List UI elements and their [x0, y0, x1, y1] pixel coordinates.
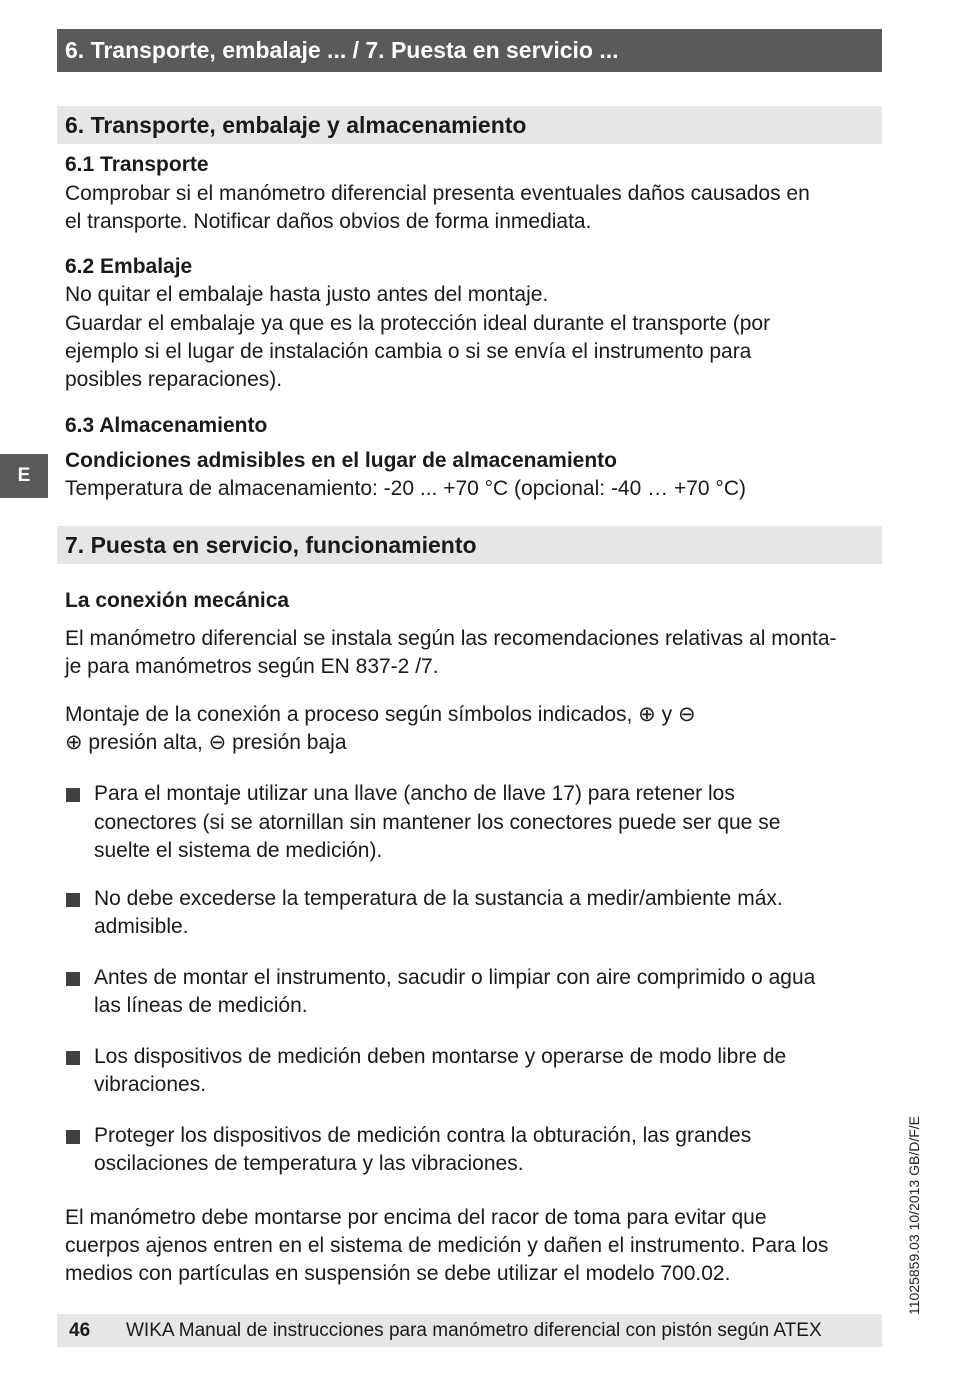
list-item-line: Antes de montar el instrumento, sacudir o limpiar con aire comprimido o agua [94, 966, 816, 989]
paragraph-line: ejemplo si el lugar de instalación cambia o si se envía el instrumento para [65, 340, 752, 363]
list-item-line: vibraciones. [94, 1073, 207, 1096]
paragraph-line: medios con partículas en suspensión se debe utilizar el modelo 700.02. [65, 1262, 731, 1285]
header-title: 6. Transporte, embalaje ... / 7. Puesta en servicio ... [65, 37, 619, 63]
language-tab [0, 454, 48, 498]
footer-text: WIKA Manual de instrucciones para manómetro diferencial con pistón según ATEX [126, 1320, 822, 1341]
paragraph-line: cuerpos ajenos entren en el sistema de medición y dañen el instrumento. Para los [65, 1234, 829, 1257]
list-item-line: las líneas de medición. [94, 994, 308, 1017]
storage-conditions-title: Condiciones admisibles en el lugar de almacenamiento [65, 449, 617, 472]
symbols-legend: ⊕ presión alta, ⊖ presión baja [65, 731, 347, 754]
paragraph-line: el transporte. Notificar daños obvios de forma inmediata. [65, 210, 592, 233]
bullet-square-icon [66, 788, 80, 802]
paragraph-line: Comprobar si el manómetro diferencial presenta eventuales daños causados en [65, 182, 810, 205]
paragraph-line: El manómetro diferencial se instala según las recomendaciones relativas al monta- [65, 627, 837, 650]
document-code: 11025859.03 10/2013 GB/D/F/E [906, 1116, 922, 1315]
list-item-line: suelte el sistema de medición). [94, 839, 383, 862]
symbols-line: Montaje de la conexión a proceso según símbolos indicados, ⊕ y ⊖ [65, 703, 696, 726]
header-bar [57, 29, 882, 72]
paragraph-line: No quitar el embalaje hasta justo antes del montaje. [65, 283, 549, 306]
list-item-line: conectores (si se atornillan sin mantener los conectores puede ser que se [94, 811, 781, 834]
footer-bar [57, 1314, 882, 1347]
paragraph-line: je para manómetros según EN 837-2 /7. [65, 655, 439, 678]
bullet-square-icon [66, 893, 80, 907]
list-item-line: oscilaciones de temperatura y las vibraciones. [94, 1152, 524, 1175]
subsection-6-2-title: 6.2 Embalaje [65, 255, 193, 278]
list-item-line: Proteger los dispositivos de medición contra la obturación, las grandes [94, 1124, 752, 1147]
subsection-6-1-title: 6.1 Transporte [65, 153, 209, 176]
storage-temperature: Temperatura de almacenamiento: -20 ... +70 °C (opcional: -40 … +70 °C) [65, 477, 746, 500]
page-number: 46 [69, 1320, 91, 1341]
list-item-line: admisible. [94, 915, 189, 938]
section-6-title: 6. Transporte, embalaje y almacenamiento [65, 112, 527, 138]
paragraph-line: posibles reparaciones). [65, 368, 283, 391]
section-7-heading [57, 526, 882, 564]
bullet-square-icon [66, 1130, 80, 1144]
bullet-square-icon [66, 972, 80, 986]
section-6-heading [57, 106, 882, 144]
subsection-6-3-title: 6.3 Almacenamiento [65, 414, 268, 437]
paragraph-line: El manómetro debe montarse por encima del racor de toma para evitar que [65, 1206, 767, 1229]
paragraph-line: Guardar el embalaje ya que es la protección ideal durante el transporte (por [65, 312, 771, 335]
bullet-square-icon [66, 1051, 80, 1065]
mechanical-connection-title: La conexión mecánica [65, 589, 290, 612]
list-item-line: Para el montaje utilizar una llave (ancho de llave 17) para retener los [94, 782, 735, 805]
section-7-title: 7. Puesta en servicio, funcionamiento [65, 532, 477, 558]
list-item-line: No debe excederse la temperatura de la sustancia a medir/ambiente máx. [94, 887, 783, 910]
language-label: E [17, 465, 31, 486]
list-item-line: Los dispositivos de medición deben montarse y operarse de modo libre de [94, 1045, 787, 1068]
